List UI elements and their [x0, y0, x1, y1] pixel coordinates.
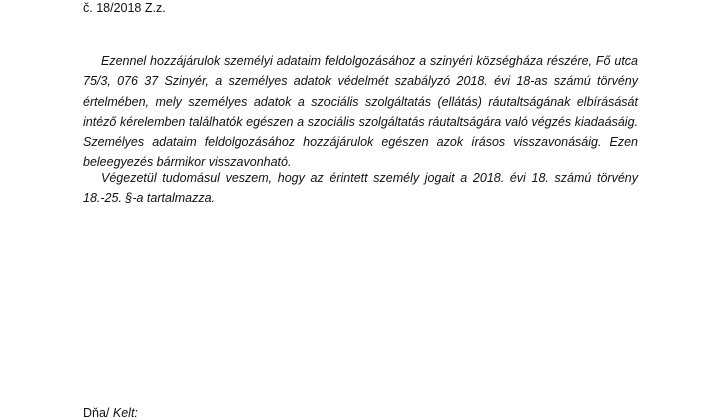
acknowledgement-paragraph: Végezetül tudomásul veszem, hogy az érintett személy jogait a 2018. évi 18. számú törvény 18.-25. §-a tartalmazza. [83, 171, 638, 206]
law-reference: č. 18/2018 Z.z. [83, 1, 166, 15]
date-line [83, 406, 138, 420]
date-label: Dňa/ [83, 406, 110, 420]
date-label-hungarian: Kelt: [109, 406, 138, 420]
consent-paragraph: Ezennel hozzájárulok személyi adataim feldolgozásához a szinyéri községháza részére, Fő utca 75/3, 076 37 Szinyér, a személyes adatok védelmét szabályzó 2018. évi 18-as számú törvény értelmében, mely személyes adatok a szociális szolgáltatás (ellátás) ráutaltságának elbírásását intéző kérelemben találhatók egészen a szociális szolgáltatás ráutaltságára való végzés kiadaásáig. Személyes adataim feldolgozásához hozzájárulok egészen azok írásos visszavonásáig. Ezen beleegyezés bármikor visszavonható. [83, 54, 638, 170]
